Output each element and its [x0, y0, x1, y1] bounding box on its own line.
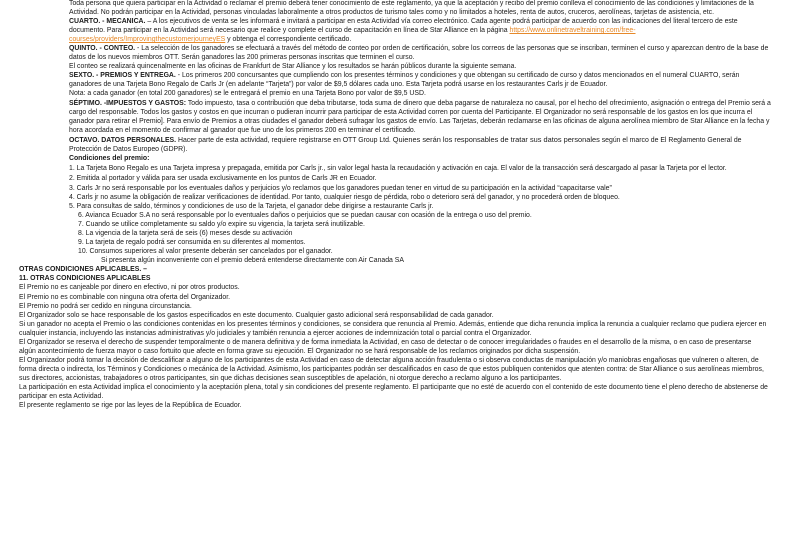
section-octavo-text-highlight: Quienes serán los responsables de tratar sus datos personales: [392, 134, 600, 144]
other-condition-item: El Organizador solo se hace responsable de los gastos especificados en este documento. Cualquier gasto adicional será responsabilidad de cada ganador.: [19, 311, 494, 319]
condition-subitem: 10. Consumos superiores al valor presente deberán ser cancelados por el ganador.: [78, 248, 333, 256]
section-cuarto-text-end: y obtenga el correspondiente certificado.: [225, 36, 352, 44]
section-octavo-title: OCTAVO. DATOS PERSONALES.: [69, 136, 177, 144]
otras-heading-2: 11. OTRAS CONDICIONES APLICABLES: [19, 275, 151, 283]
otras-heading-1: OTRAS CONDICIONES APLICABLES. –: [19, 266, 147, 274]
section-octavo: [0, 135, 800, 154]
other-condition-item: Si un ganador no acepta el Premio o las condiciones contenidas en los presentes términos y condiciones, se considera que renuncia al Premio. Además, entiende que dicha renuncia implica la renuncia a cualquier reclamo que pudiera ejercer en cualquier instancia, incluyendo las instancias administrativas y/o judiciales y también renuncia a ejercer acciones de indemnización total o parcial contra el Organizador.: [19, 320, 767, 337]
condition-subitem: 9. La tarjeta de regalo podrá ser consumida en su diferentes al momentos.: [78, 239, 306, 247]
other-condition-item: El Organizador se reserva el derecho de suspender temporalmente o de manera definitiva y de forma inmediata la Actividad, en caso de detectar o de conocer irregularidades o fraudes en el desarrollo de la misma, o en caso de presentarse algún acontecimiento de fuerza mayor o caso fortuito que afecte en forma grave su ejecución. El Organizador no se hará responsable de los reclamos originados por dicha suspensión.: [19, 338, 752, 355]
other-condition-item: El Premio no podrá ser cedido en ninguna circunstancia.: [19, 302, 192, 310]
condition-item: 4. Carls jr no asume la obligación de realizar verificaciones de identidad. Por tanto, cualquier riesgo de pérdida, robo o deterioro será del ganador, y no procederá orden de bloqueo.: [69, 193, 620, 201]
other-condition-item: El Premio no es canjeable por dinero en efectivo, ni por otros productos.: [19, 284, 240, 292]
section-octavo-text: Hacer parte de esta actividad, requiere registrarse en OTT Group Ltd.: [176, 136, 393, 144]
condition-contact-note: Si presenta algún inconveniente con el premio deberá entenderse directamente con Air Canada SA: [101, 257, 404, 265]
other-condition-item: El Premio no es combinable con ninguna otra oferta del Organizador.: [19, 293, 231, 301]
section-cuarto-text: – A los ejecutivos de venta se les informará e invitará a participar en esta Actividad vía correo electrónico. Cada agente podrá participar de acuerdo con las indicaciones del literal tercero de este documento. Para participar en la Actividad será necesario que realice y complete el curso de capacitación en línea de Star Alliance en la página: [69, 18, 738, 35]
section-septimo: [0, 99, 800, 135]
condition-item: 1. La Tarjeta Bono Regalo es una Tarjeta impresa y prepagada, emitida por Carls jr., sin valor legal hasta la recaudación y activación en caja. El valor de la transacción será descargado al pasar la Tarjeta por el lector.: [69, 164, 727, 172]
section-sexto-title: SEXTO. - PREMIOS Y ENTREGA.: [69, 72, 176, 80]
condition-subitem: 6. Avianca Ecuador S.A no será responsable por lo eventuales daños o perjuicios que se puedan causar con ocasión de la entrega o uso del premio.: [78, 212, 532, 220]
section-sexto-text: - Los primeros 200 concursantes que cumpliendo con los presentes términos y condiciones y que obtengan su certificado de curso y datos mencionados en el numeral CUARTO, serán ganadores de una Tarjeta Bono Regalo de Carls Jr (en adelante “Tarjeta”) por valor de $9,5 dólares cada uno. Esta Tarjeta podrá usarse en los restaurantes Carls jr de Ecuador.: [69, 72, 740, 89]
section-septimo-title: SÉPTIMO. -IMPUESTOS Y GASTOS:: [69, 99, 187, 107]
intro-paragraph: Toda persona que quiera participar en la Actividad o reclamar el premio deberá tener conocimiento de este reglamento, ya que la aceptación y recibo del premio conlleva el conocimiento de las condiciones y limitaciones de la Actividad. No podrán participar en la Actividad, personas vinculadas laboralmente a otros productos de turismo tales como y no limitados a hoteles, renta de autos, cruceros, aerolíneas, tarjetas de asistencia, etc.: [69, 0, 754, 17]
section-sexto-note: Nota: a cada ganador (en total 200 ganadores) se le entregará el premio en una Tarjeta Bono por valor de $9,5 USD.: [69, 90, 426, 98]
other-condition-item: El Organizador podrá tomar la decisión de descalificar a alguno de los participantes de esta Actividad en caso de detectar alguna acción fraudulenta o si observa conductas de manipulación y/o maniobras engañosas que vulneren o alteren, de forma directa o indirecta, los Términos y Condiciones o mecánica de la Actividad. Asimismo, los participantes podrán ser descalificados en caso de que estos publiquen contenidos que atenten contra: de Star Alliance o sus aerolíneas miembros, sus directores, accionistas, trabajadores o otros participantes, sin que dichas decisiones sean susceptibles de apelación, ni otorgue derecho a reclamo alguno a los participantes.: [19, 356, 764, 382]
section-cuarto: [0, 17, 800, 44]
condition-item: 5. Para consultas de saldo, términos y condiciones de uso de la Tarjeta, el ganador debe dirigirse a restaurante Carls jr.: [69, 203, 434, 211]
condition-item: 3. Carls Jr no será responsable por los eventuales daños y perjuicios y/o reclamos que los ganadores puedan tener en virtud de su participación en la actividad “capacitarse vale”: [69, 184, 612, 192]
section-octavo-text-end: según el marco de El Reglamento General de Protección de Datos Europeo (GDPR).: [69, 136, 742, 153]
other-condition-item: La participación en esta Actividad implica el conocimiento y la aceptación plena, total y sin condiciones del presente reglamento. El participante que no esté de acuerdo con el contenido de este documento tiene el pleno derecho de abstenerse de participar en esta Actividad.: [19, 383, 768, 401]
course-link[interactable]: https://www.onlinetraveltraining.com/free-courses/providers/ImprovingthecustomerjourneyES: [69, 27, 636, 44]
other-condition-item: El presente reglamento se rige por las leyes de la República de Ecuador.: [19, 402, 242, 410]
section-quinto-title: QUINTO. - CONTEO.: [69, 45, 136, 53]
condition-subitem: 8. La vigencia de la tarjeta será de seis (6) meses desde su activación: [78, 230, 293, 238]
section-cuarto-title: CUARTO. - MECANICA.: [69, 18, 146, 26]
condition-subitem: 7. Cuando se utilice completamente su saldo y/o expire su vigencia, la tarjeta será inutilizable.: [78, 221, 365, 229]
section-quinto: [0, 44, 800, 62]
section-sexto: [0, 71, 800, 89]
section-quinto-extra: El conteo se realizará quincenalmente en las oficinas de Frankfurt de Star Alliance y los resultados se harán públicos durante la siguiente semana.: [69, 63, 517, 71]
section-septimo-text: Todo impuesto, tasa o contribución que deba tributarse, toda suma de dinero que deba pagarse de naturaleza no causal, por el hecho del ofrecimiento, asignación o entrega del Premio será a cargo del responsable. Todos los gastos y costos en que incurran o pudieran incurrir para participar de esta Actividad corren por cuenta del Participante. El Organizador no será responsable de los gastos en los que incurra el ganador para retirar el Premio]. Para envío de Premios a otras ciudades el ganador deberá sufragar los gastos de envío. Las Tarjetas, deberán reclamarse en las oficinas de alguna aerolínea miembro de Star Alliance en la fecha y hora acordada en el momento de confirmar al ganador que fue uno de los primeros 200 en terminar el certificado.: [69, 99, 771, 134]
conditions-title: Condiciones del premio:: [69, 154, 150, 162]
section-quinto-text: - La selección de los ganadores se efectuará a través del método de conteo por orden de certificación, sobre los correos de las personas que se inscriban, terminen el curso y aparezcan dentro de la base de datos de los nuevos miembros OTT. Serán ganadores las 200 primeras personas inscritas que terminen el curso.: [69, 45, 769, 62]
condition-item: 2. Emitida al portador y válida para ser usada exclusivamente en los puntos de Carls JR en Ecuador.: [69, 174, 377, 182]
